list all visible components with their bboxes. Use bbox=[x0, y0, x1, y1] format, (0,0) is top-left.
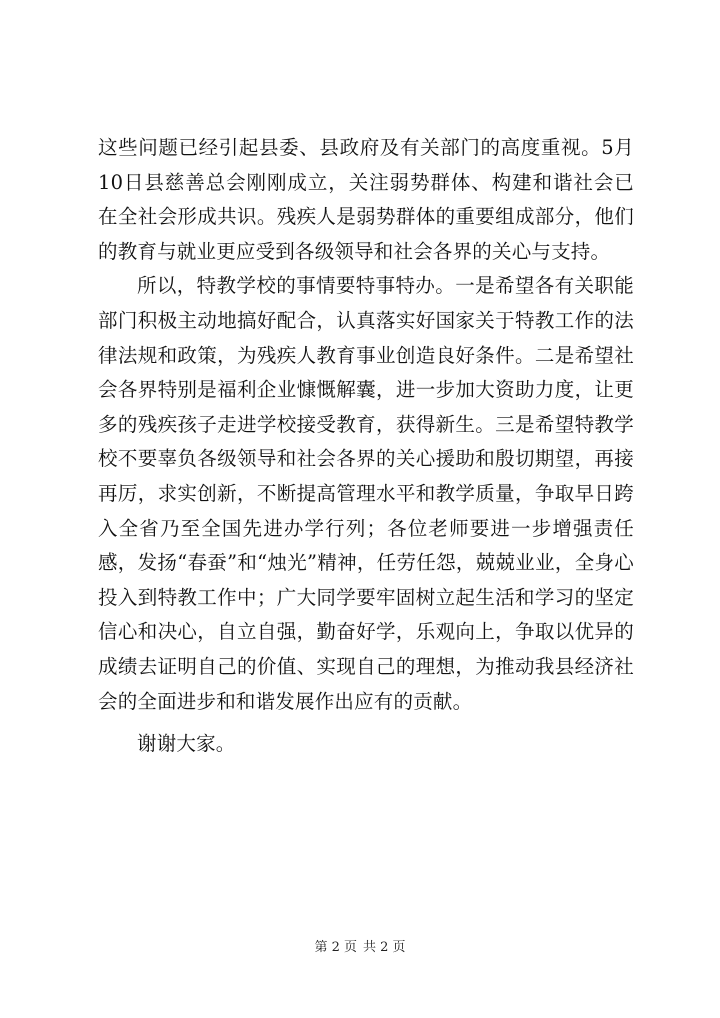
closing-line: 谢谢大家。 bbox=[137, 732, 236, 756]
page-number: 第 2 页 bbox=[314, 940, 357, 955]
page-total: 共 2 页 bbox=[363, 940, 406, 955]
paragraph-1: 这些问题已经引起县委、县政府及有关部门的高度重视。5月10日县慈善总会刚刚成立，关注弱势群体、构建和谐社会已在全社会形成共识。残疾人是弱势群体的重要组成部分，他们的教育与就业更应受到各级领导和社会各界的关心与支持。 bbox=[98, 136, 634, 263]
page-footer bbox=[0, 939, 720, 957]
document-body bbox=[98, 131, 634, 762]
paragraph-2: 所以，特教学校的事情要特事特办。一是希望各有关职能部门积极主动地搞好配合，认真落实好国家关于特教工作的法律法规和政策，为残疾人教育事业创造良好条件。二是希望社会各界特别是福利企业慷慨解囊，进一步加大资助力度，让更多的残疾孩子走进学校接受教育，获得新生。三是希望特教学校不要辜负各级领导和社会各界的关心援助和殷切期望，再接再厉，求实创新，不断提高管理水平和教学质量，争取早日跨入全省乃至全国先进办学行列；各位老师要进一步增强责任感，发扬“春蚕”和“烛光”精神，任劳任怨，兢兢业业，全身心投入到特教工作中；广大同学要牢固树立起生活和学习的坚定信心和决心，自立自强，勤奋好学，乐观向上，争取以优异的成绩去证明自己的价值、实现自己的理想，为推动我县经济社会的全面进步和和谐发展作出应有的贡献。 bbox=[98, 274, 634, 713]
